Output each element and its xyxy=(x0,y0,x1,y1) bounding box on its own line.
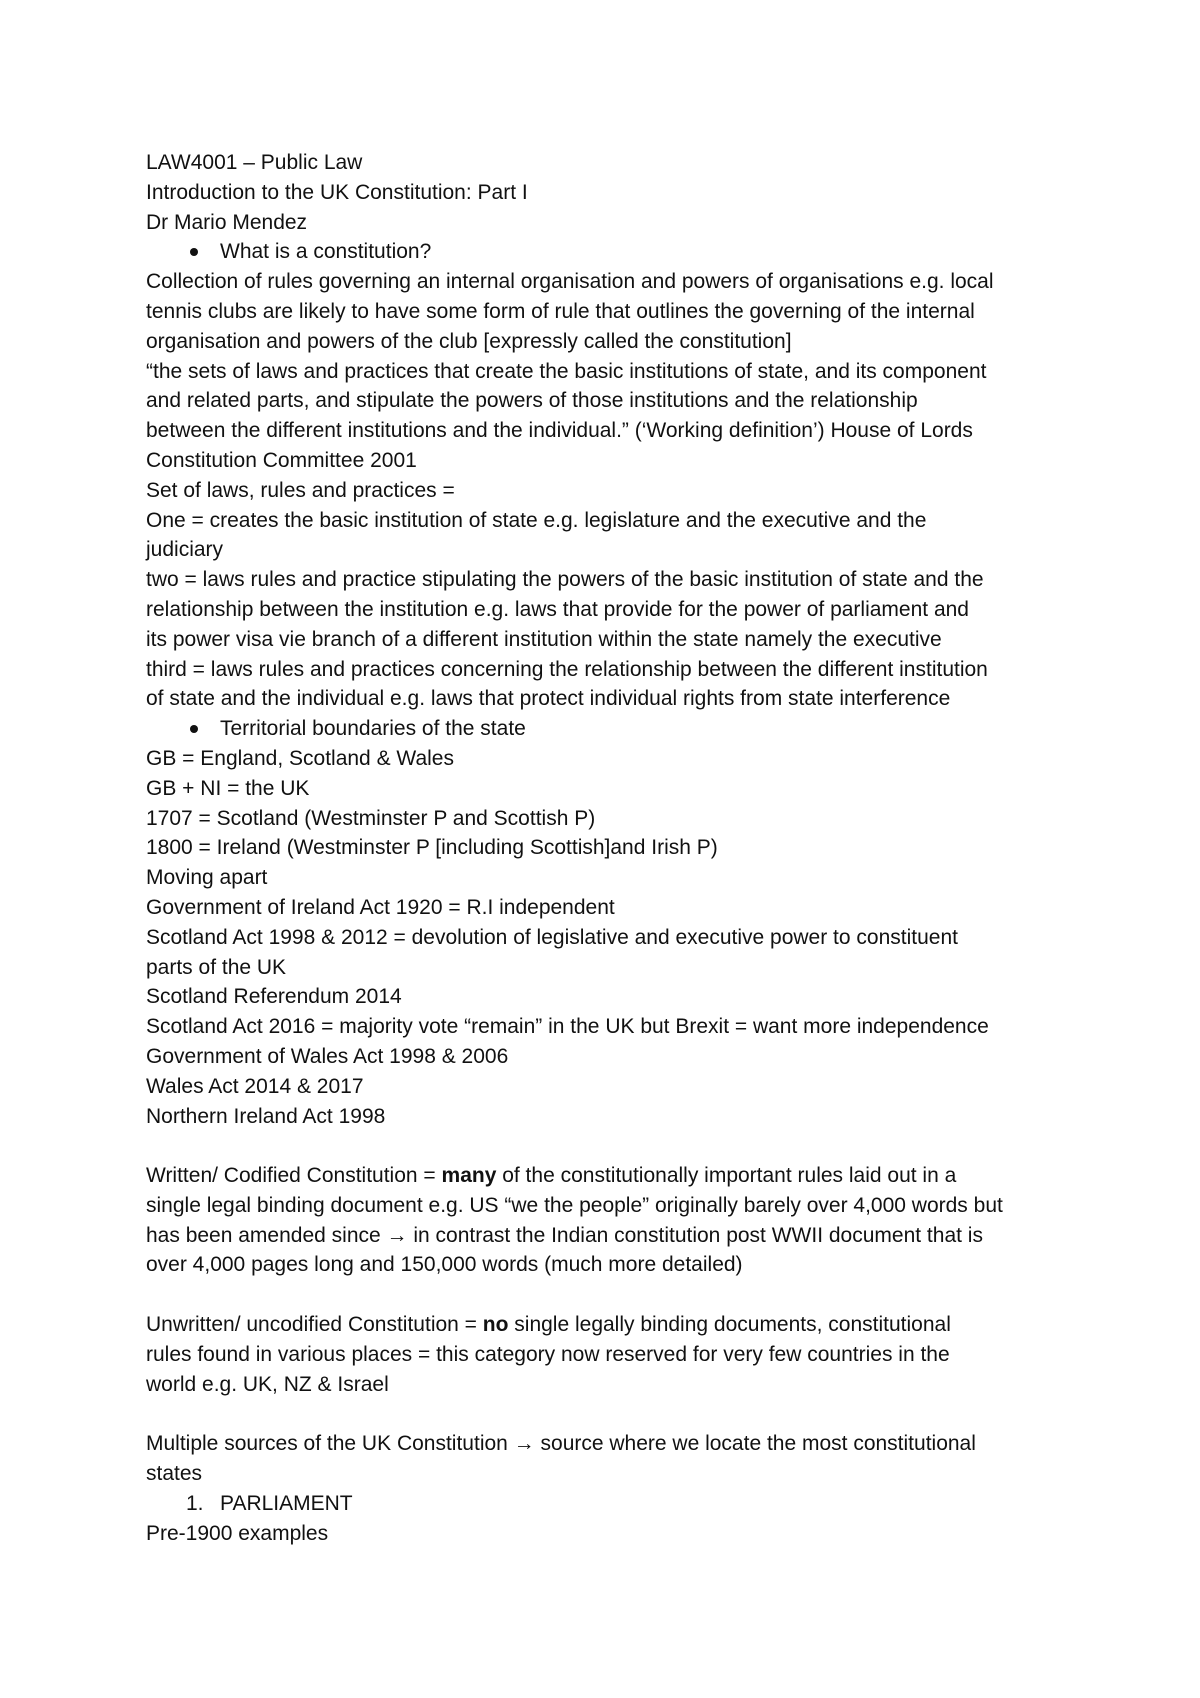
text-line: parts of the UK xyxy=(146,955,287,979)
unwritten-constitution-section xyxy=(146,1310,1080,1399)
text-line: states xyxy=(146,1462,203,1486)
text-line: Scotland Act 1998 & 2012 = devolution of legislative and executive power to constituent xyxy=(146,925,958,949)
text-line: Scotland Act 2016 = majority vote “remain” in the UK but Brexit = want more independence xyxy=(146,1015,989,1039)
text-line: Unwritten/ uncodified Constitution = no single legally binding documents, constitutional xyxy=(146,1313,951,1337)
definition-section xyxy=(146,267,1080,714)
text-line: organisation and powers of the club [expressly called the constitution] xyxy=(146,329,792,353)
text-line: Constitution Committee 2001 xyxy=(146,448,417,472)
text-line: two = laws rules and practice stipulating the powers of the basic institution of state and the xyxy=(146,568,984,592)
text-line: Collection of rules governing an internal organisation and powers of organisations e.g. local xyxy=(146,270,994,294)
text-line: Moving apart xyxy=(146,866,268,890)
written-constitution-section xyxy=(146,1161,1080,1280)
emphasis-text: no xyxy=(482,1313,509,1337)
course-title: LAW4001 – Public Law xyxy=(146,151,363,174)
text-line: between the different institutions and the individual.” (‘Working definition’) House of Lords xyxy=(146,419,973,443)
text-line: “the sets of laws and practices that create the basic institutions of state, and its component xyxy=(146,359,987,383)
text-line: Set of laws, rules and practices = xyxy=(146,478,455,502)
lecturer-name: Dr Mario Mendez xyxy=(146,210,308,234)
bullet-item: Territorial boundaries of the state xyxy=(146,714,1080,744)
text-line: third = laws rules and practices concerning the relationship between the different institution xyxy=(146,657,988,681)
text-line: 1707 = Scotland (Westminster P and Scottish P) xyxy=(146,806,596,830)
text-line: Northern Ireland Act 1998 xyxy=(146,1104,386,1128)
text-line: and related parts, and stipulate the powers of those institutions and the relationship xyxy=(146,389,918,413)
sources-section xyxy=(146,1429,1080,1548)
numbered-item: 1. PARLIAMENT xyxy=(146,1489,1080,1519)
text-line: GB = England, Scotland & Wales xyxy=(146,746,454,770)
text-line: 1800 = Ireland (Westminster P [including Scottish]and Irish P) xyxy=(146,836,718,860)
text-line: Government of Ireland Act 1920 = R.I independent xyxy=(146,895,615,919)
lecture-title: Introduction to the UK Constitution: Part I xyxy=(146,180,528,204)
text-line: world e.g. UK, NZ & Israel xyxy=(146,1372,389,1396)
emphasis-text: many xyxy=(441,1164,497,1188)
text-line: Written/ Codified Constitution = many of the constitutionally important rules laid out in a xyxy=(146,1164,957,1188)
text-line: over 4,000 pages long and 150,000 words (much more detailed) xyxy=(146,1253,743,1277)
text-line: of state and the individual e.g. laws that protect individual rights from state interference xyxy=(146,687,951,711)
text-line: relationship between the institution e.g. laws that provide for the power of parliament and xyxy=(146,597,969,621)
text-line: judiciary xyxy=(146,538,224,562)
text-line: Government of Wales Act 1998 & 2006 xyxy=(146,1044,509,1068)
text-line: Wales Act 2014 & 2017 xyxy=(146,1074,364,1098)
item-number: 1. xyxy=(186,1491,204,1515)
paragraph-gap xyxy=(146,1399,1080,1429)
text-line: Scotland Referendum 2014 xyxy=(146,985,402,1009)
paragraph-gap xyxy=(146,1280,1080,1310)
text-line: rules found in various places = this category now reserved for very few countries in the xyxy=(146,1342,950,1366)
text-line: Multiple sources of the UK Constitution → source where we locate the most constitutional xyxy=(146,1432,976,1456)
bullet-icon xyxy=(190,725,198,733)
territory-section xyxy=(146,744,1080,1131)
text-line: GB + NI = the UK xyxy=(146,776,310,800)
text-line: tennis clubs are likely to have some form of rule that outlines the governing of the internal xyxy=(146,299,975,323)
bullet-icon xyxy=(190,248,198,256)
text-line: Pre-1900 examples xyxy=(146,1521,329,1545)
text-line: has been amended since → in contrast the Indian constitution post WWII document that is xyxy=(146,1223,983,1247)
text-line: its power visa vie branch of a different institution within the state namely the executive xyxy=(146,627,942,651)
text-line: single legal binding document e.g. US “we the people” originally barely over 4,000 words but xyxy=(146,1193,1003,1217)
paragraph-gap xyxy=(146,1131,1080,1161)
bullet-item: What is a constitution? xyxy=(146,237,1080,267)
text-line: One = creates the basic institution of state e.g. legislature and the executive and the xyxy=(146,508,927,532)
